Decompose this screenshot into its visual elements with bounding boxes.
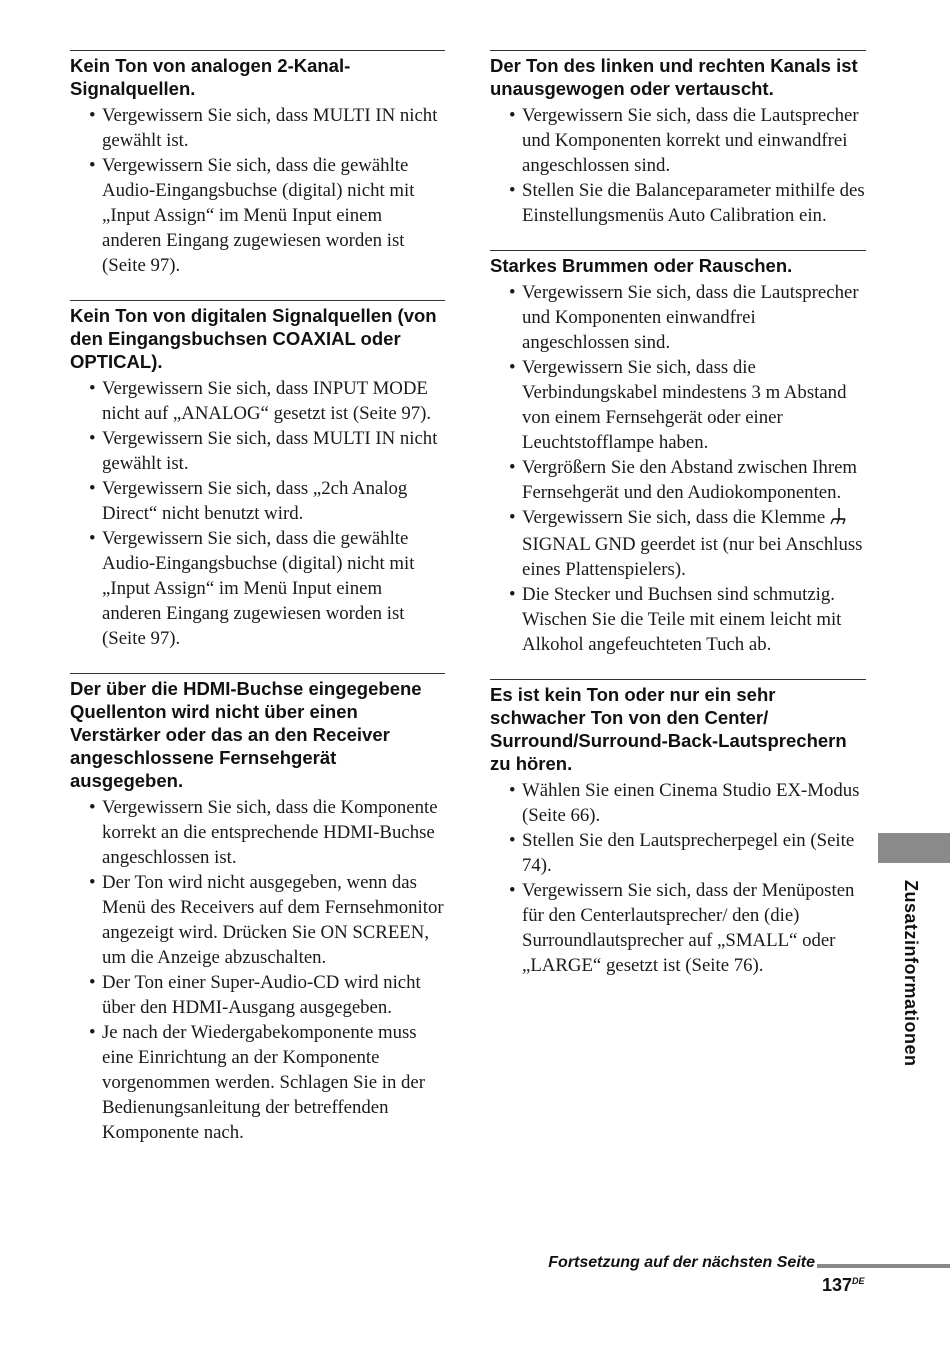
section-heading: Kein Ton von digitalen Signalquellen (von den Eingangsbuchsen COAXIAL oder OPTICAL). bbox=[70, 305, 437, 372]
bullet-list bbox=[490, 778, 866, 978]
bullet-list bbox=[70, 795, 445, 1145]
bullet-list bbox=[490, 103, 866, 228]
page-number bbox=[822, 1275, 865, 1296]
right-column bbox=[490, 50, 866, 1000]
page-number-suffix: DE bbox=[852, 1276, 865, 1286]
bullet-list bbox=[70, 376, 445, 651]
list-item: • Vergewissern Sie sich, dass die Verbindungskabel mindestens 3 m Abstand von einem Fernsehgerät oder einer Leuchtstofflampe haben. bbox=[490, 355, 866, 455]
list-item: • Je nach der Wiedergabekomponente muss eine Einrichtung an der Komponente vorgenommen werden. Schlagen Sie in der Bedienungsanleitung der betreffenden Komponente nach. bbox=[70, 1020, 445, 1145]
section-no-analog-sound bbox=[70, 50, 445, 278]
list-item: • Vergewissern Sie sich, dass die gewählte Audio-Eingangsbuchse (digital) nicht mit „Input Assign“ im Menü Input einem anderen Eingang zugewiesen worden ist (Seite 97). bbox=[70, 153, 445, 278]
list-item bbox=[490, 505, 866, 582]
list-item: • Die Stecker und Buchsen sind schmutzig. Wischen Sie die Teile mit einem leicht mit Alkohol angefeuchteten Tuch ab. bbox=[490, 582, 866, 657]
continue-note: Fortsetzung auf der nächsten Seite bbox=[548, 1254, 815, 1271]
side-tab-marker bbox=[878, 833, 950, 863]
section-heading: Es ist kein Ton oder nur ein sehr schwacher Ton von den Center/ Surround/Surround-Back-Lautsprechern zu hören. bbox=[490, 684, 847, 774]
section-center-surround bbox=[490, 679, 866, 978]
section-heading: Der Ton des linken und rechten Kanals ist unausgewogen oder vertauscht. bbox=[490, 55, 858, 99]
list-item: • Vergewissern Sie sich, dass die gewählte Audio-Eingangsbuchse (digital) nicht mit „Input Assign“ im Menü Input einem anderen Eingang zugewiesen worden ist (Seite 97). bbox=[70, 526, 445, 651]
list-item: • Vergrößern Sie den Abstand zwischen Ihrem Fernsehgerät und den Audiokomponenten. bbox=[490, 455, 866, 505]
list-item: • Vergewissern Sie sich, dass INPUT MODE nicht auf „ANALOG“ gesetzt ist (Seite 97). bbox=[70, 376, 445, 426]
section-heading: Kein Ton von analogen 2-Kanal-Signalquellen. bbox=[70, 55, 351, 99]
list-item-text: SIGNAL GND geerdet ist (nur bei Anschluss eines Plattenspielers). bbox=[522, 534, 863, 580]
side-tab-label: Zusatzinformationen bbox=[901, 880, 921, 1067]
list-item: • Der Ton einer Super-Audio-CD wird nicht über den HDMI-Ausgang ausgegeben. bbox=[70, 970, 445, 1020]
section-no-digital-sound bbox=[70, 300, 445, 651]
section-hum-noise bbox=[490, 250, 866, 657]
left-column bbox=[70, 50, 445, 1167]
section-hdmi-sound bbox=[70, 673, 445, 1145]
list-item: • Der Ton wird nicht ausgegeben, wenn das Menü des Receivers auf dem Fernsehmonitor angezeigt wird. Drücken Sie ON SCREEN, um die Anzeige abzuschalten. bbox=[70, 870, 445, 970]
list-item: • Stellen Sie den Lautsprecherpegel ein (Seite 74). bbox=[490, 828, 866, 878]
ground-icon bbox=[830, 507, 846, 532]
bullet-list bbox=[70, 103, 445, 278]
list-item: • Wählen Sie einen Cinema Studio EX-Modus (Seite 66). bbox=[490, 778, 866, 828]
section-heading: Starkes Brummen oder Rauschen. bbox=[490, 255, 793, 276]
list-item: • Vergewissern Sie sich, dass die Lautsprecher und Komponenten korrekt und einwandfrei angeschlossen sind. bbox=[490, 103, 866, 178]
list-item: • Vergewissern Sie sich, dass MULTI IN nicht gewählt ist. bbox=[70, 103, 445, 153]
page-number-value: 137 bbox=[822, 1275, 853, 1295]
section-channel-balance bbox=[490, 50, 866, 228]
continue-line bbox=[817, 1264, 950, 1268]
list-item-text: Vergewissern Sie sich, dass die Klemme bbox=[522, 507, 830, 528]
list-item: • Vergewissern Sie sich, dass MULTI IN nicht gewählt ist. bbox=[70, 426, 445, 476]
list-item: • Vergewissern Sie sich, dass der Menüposten für den Centerlautsprecher/ den (die) Surroundlautsprecher auf „SMALL“ oder „LARGE“ gesetzt ist (Seite 76). bbox=[490, 878, 866, 978]
section-heading: Der über die HDMI-Buchse eingegebene Quellenton wird nicht über einen Verstärker oder das an den Receiver angeschlossene Fernsehgerät ausgegeben. bbox=[70, 678, 422, 791]
list-item: • Vergewissern Sie sich, dass „2ch Analog Direct“ nicht benutzt wird. bbox=[70, 476, 445, 526]
list-item: • Vergewissern Sie sich, dass die Lautsprecher und Komponenten einwandfrei angeschlossen sind. bbox=[490, 280, 866, 355]
bullet-list bbox=[490, 280, 866, 657]
list-item: • Stellen Sie die Balanceparameter mithilfe des Einstellungsmenüs Auto Calibration ein. bbox=[490, 178, 866, 228]
list-item: • Vergewissern Sie sich, dass die Komponente korrekt an die entsprechende HDMI-Buchse angeschlossen ist. bbox=[70, 795, 445, 870]
